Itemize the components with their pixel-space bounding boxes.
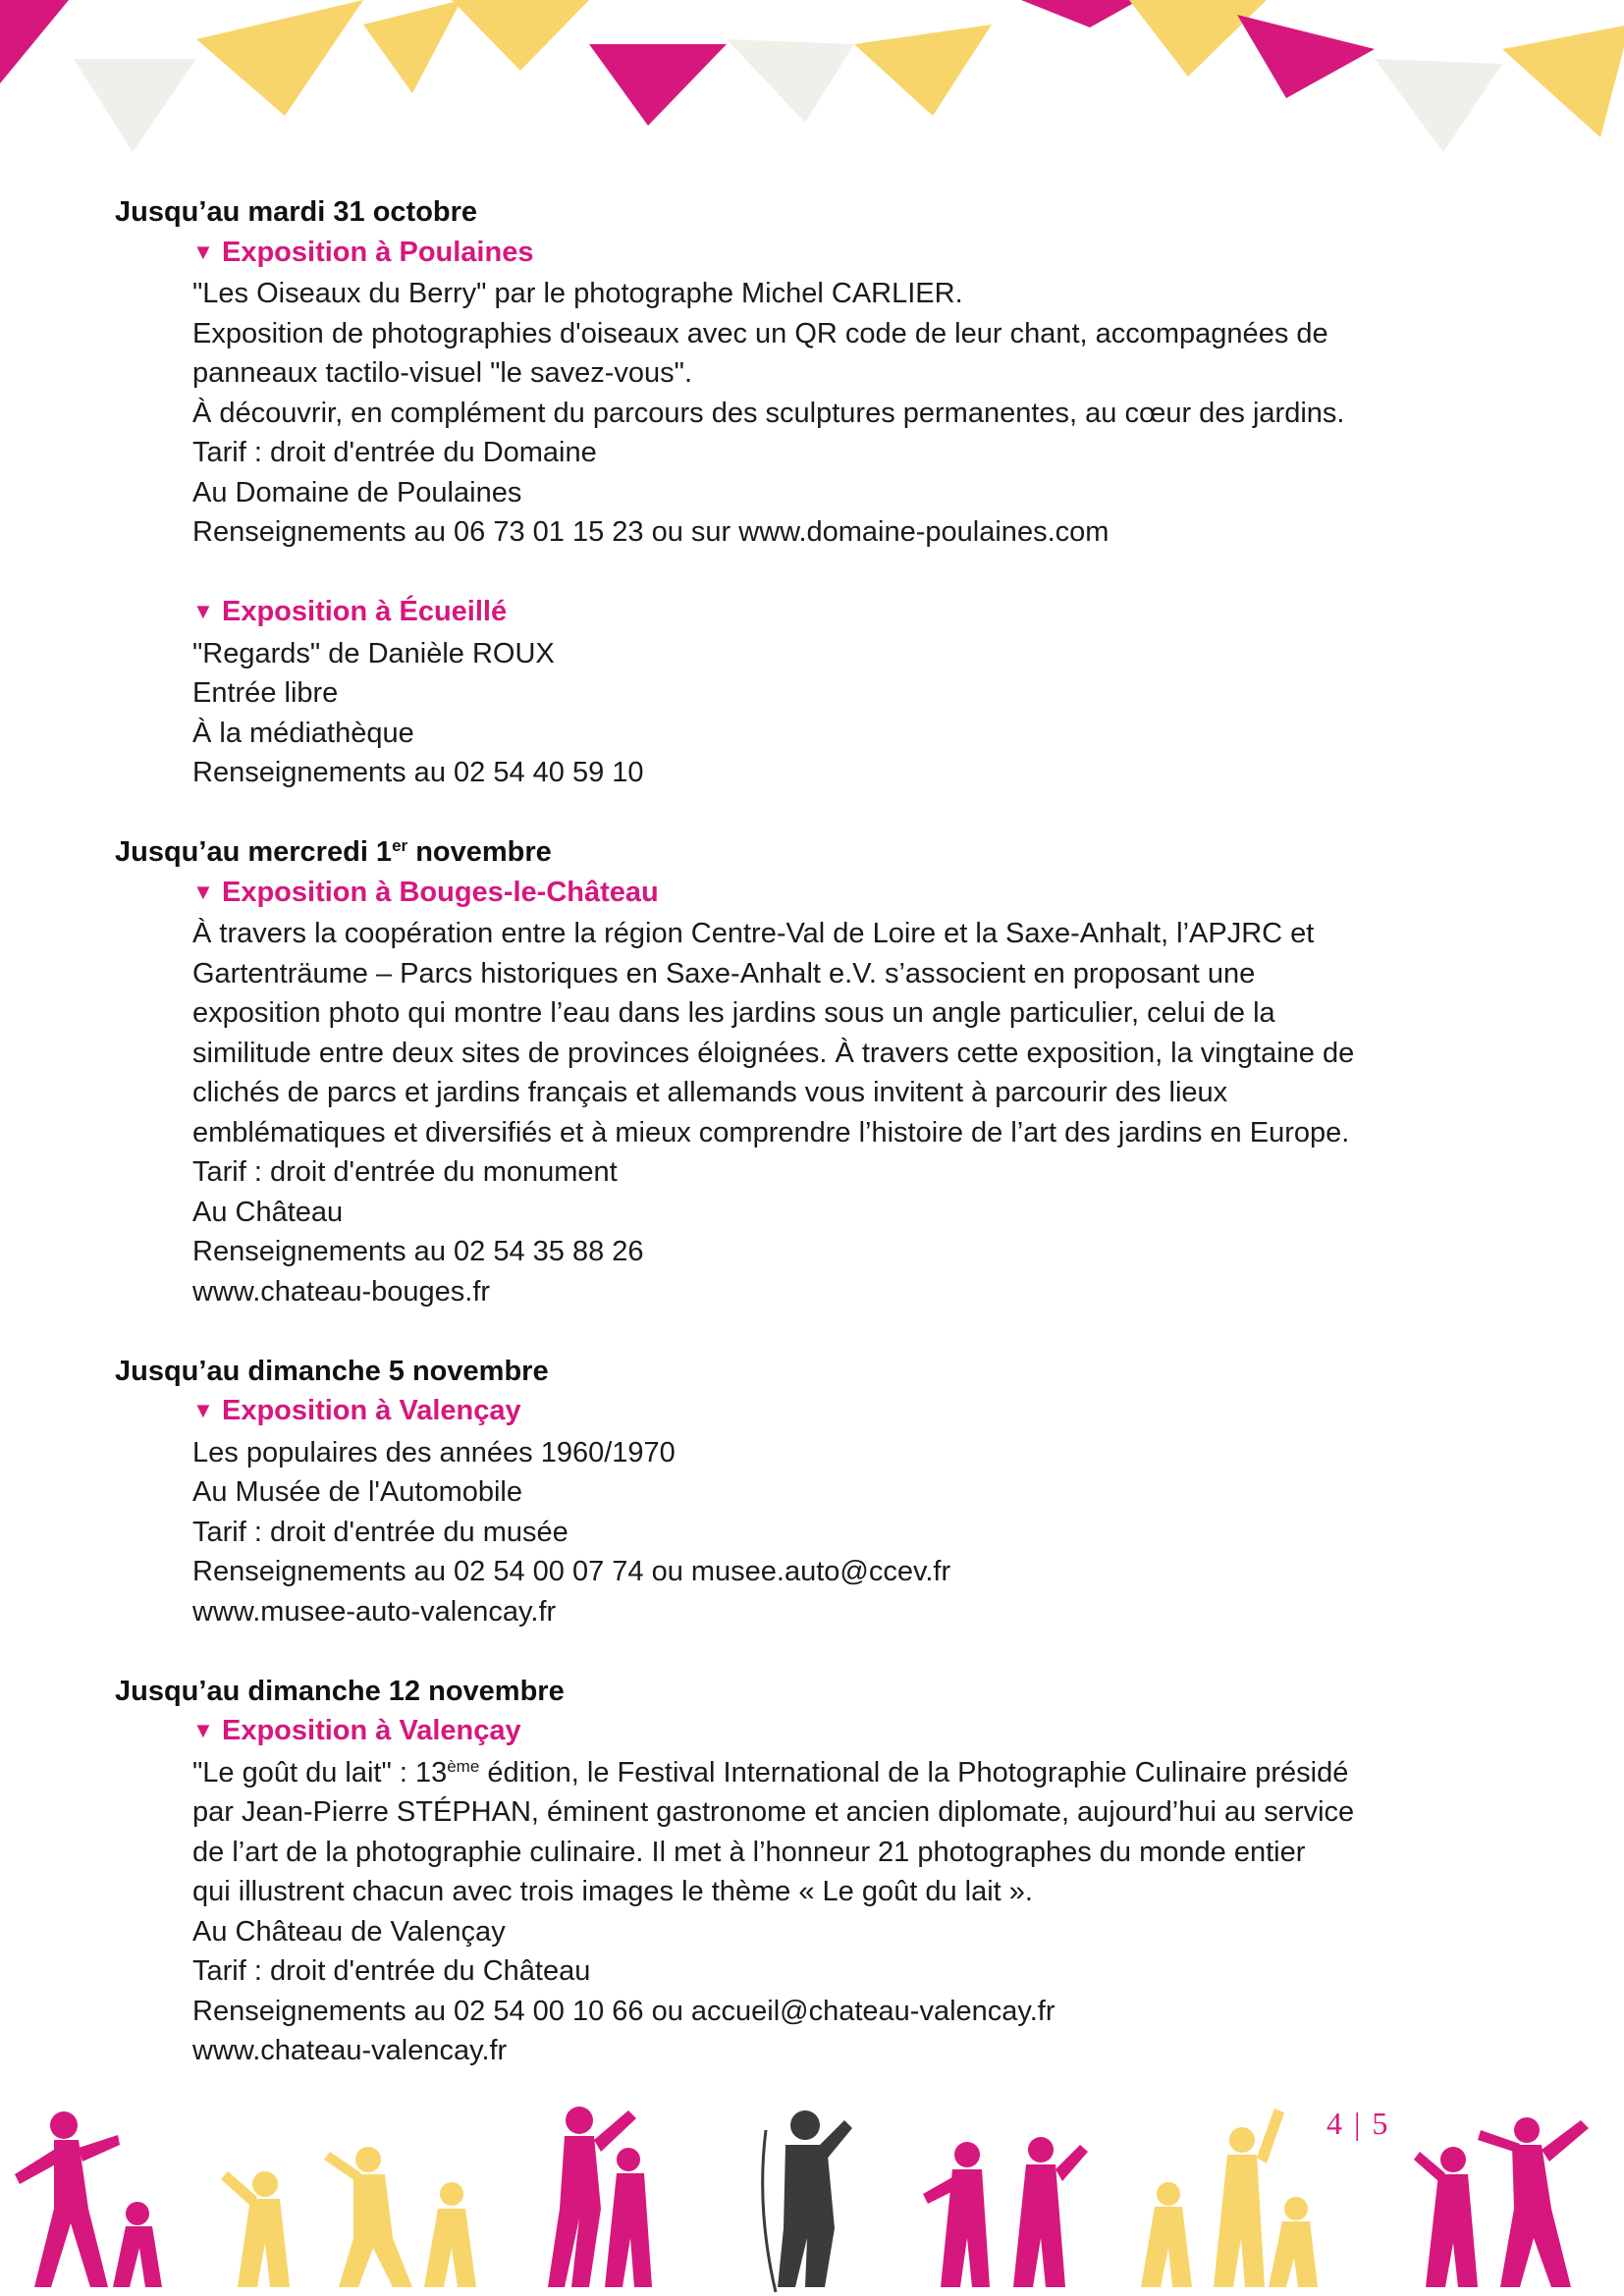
event-line: Renseignements au 02 54 00 10 66 ou accueil@chateau-valencay.fr bbox=[192, 1995, 1056, 2027]
event-line: Tarif : droit d'entrée du Domaine bbox=[192, 437, 597, 468]
event-line: Exposition de photographies d'oiseaux avec un QR code de leur chant, accompagnées de bbox=[192, 317, 1328, 349]
pennant bbox=[74, 59, 196, 152]
event-line: À travers la coopération entre la région Centre-Val de Loire et la Saxe-Anhalt, l’APJRC et bbox=[192, 918, 1315, 949]
pennant bbox=[363, 0, 461, 93]
event-line: exposition photo qui montre l’eau dans les jardins sous un angle particulier, celui de la bbox=[192, 997, 1275, 1029]
event-title: ▼ Exposition à Écueillé bbox=[192, 592, 1431, 634]
event-line: de l’art de la photographie culinaire. Il met à l’honneur 21 photographes du monde entier bbox=[192, 1836, 1306, 1868]
event-block bbox=[192, 1391, 1431, 1631]
dancer-silhouette bbox=[1414, 2117, 1589, 2287]
event-block bbox=[192, 233, 1431, 793]
event-line: Au Musée de l'Automobile bbox=[192, 1476, 523, 1508]
date-heading: Jusqu’au dimanche 12 novembre bbox=[115, 1675, 565, 1707]
singer-silhouette bbox=[763, 2110, 852, 2292]
events-list bbox=[115, 192, 1431, 2071]
event-line: www.chateau-valencay.fr bbox=[192, 2035, 508, 2066]
event-line: qui illustrent chacun avec trois images le thème « Le goût du lait ». bbox=[192, 1876, 1033, 1907]
pennant bbox=[196, 0, 363, 116]
event-line: par Jean-Pierre STÉPHAN, éminent gastronome et ancien diplomate, aujourd’hui au service bbox=[192, 1796, 1355, 1828]
event-line: emblématiques et diversifiés et à mieux comprendre l’histoire de l’art des jardins en Europe. bbox=[192, 1116, 1350, 1148]
event-title: ▼ Exposition à Bouges-le-Château bbox=[192, 873, 1431, 915]
event-line: "Les Oiseaux du Berry" par le photographe Michel CARLIER. bbox=[192, 278, 963, 309]
dancer-silhouette bbox=[15, 2111, 162, 2287]
pennant bbox=[452, 0, 589, 71]
pennant bbox=[1237, 15, 1375, 98]
event-title: ▼ Exposition à Valençay bbox=[192, 1711, 1431, 1753]
event-line: "Regards" de Danièle ROUX bbox=[192, 637, 555, 669]
event-title: ▼ Exposition à Poulaines bbox=[192, 233, 1431, 275]
triangle-down-icon: ▼ bbox=[192, 239, 214, 264]
event-line: Renseignements au 06 73 01 15 23 ou sur www.domaine-poulaines.com bbox=[192, 516, 1110, 548]
pennant bbox=[1375, 59, 1502, 152]
event-line: clichés de parcs et jardins français et allemands vous invitent à parcourir des lieux bbox=[192, 1077, 1228, 1108]
event-line: Tarif : droit d'entrée du musée bbox=[192, 1516, 568, 1548]
event-block bbox=[192, 1711, 1431, 2071]
pennant bbox=[1021, 0, 1139, 27]
event-line: Tarif : droit d'entrée du monument bbox=[192, 1156, 618, 1188]
event-line: Renseignements au 02 54 35 88 26 bbox=[192, 1236, 644, 1267]
event-line: Entrée libre bbox=[192, 677, 339, 709]
date-heading: Jusqu’au mercredi 1er novembre bbox=[115, 836, 552, 868]
bunting-decoration bbox=[0, 0, 1624, 157]
pennant bbox=[0, 0, 69, 83]
triangle-down-icon: ▼ bbox=[192, 879, 214, 904]
event-title: ▼ Exposition à Valençay bbox=[192, 1391, 1431, 1433]
event-line: À la médiathèque bbox=[192, 717, 414, 749]
event-line: Les populaires des années 1960/1970 bbox=[192, 1436, 676, 1468]
event-line: Renseignements au 02 54 00 07 74 ou musee.auto@ccev.fr bbox=[192, 1556, 951, 1587]
pennant bbox=[854, 25, 992, 116]
event-line: "Le goût du lait" : 13ème édition, le Festival International de la Photographie Culinaire présidé bbox=[192, 1756, 1349, 1789]
triangle-down-icon: ▼ bbox=[192, 1718, 214, 1742]
pennant bbox=[1502, 25, 1624, 137]
dancer-silhouette bbox=[548, 2107, 652, 2287]
page-number: 4 | 5 bbox=[1326, 2106, 1390, 2141]
event-line: www.musee-auto-valencay.fr bbox=[192, 1595, 557, 1628]
pennant bbox=[727, 39, 854, 123]
pennant bbox=[1129, 0, 1267, 77]
event-line: Au Domaine de Poulaines bbox=[192, 476, 522, 508]
dancer-silhouette bbox=[1141, 2109, 1318, 2287]
event-line: Gartenträume – Parcs historiques en Saxe-Anhalt e.V. s’associent en proposant une bbox=[192, 957, 1256, 989]
event-line: Au Château bbox=[192, 1196, 344, 1228]
date-heading: Jusqu’au mardi 31 octobre bbox=[115, 196, 478, 228]
triangle-down-icon: ▼ bbox=[192, 1398, 214, 1422]
dancer-silhouette bbox=[221, 2147, 476, 2287]
event-line: Renseignements au 02 54 40 59 10 bbox=[192, 757, 644, 788]
event-line: www.chateau-bouges.fr bbox=[192, 1275, 491, 1308]
dancer-silhouette bbox=[923, 2137, 1088, 2287]
date-heading: Jusqu’au dimanche 5 novembre bbox=[115, 1355, 549, 1387]
event-block bbox=[192, 873, 1431, 1312]
pennant bbox=[589, 44, 727, 126]
event-line: Au Château de Valençay bbox=[192, 1915, 506, 1948]
event-line: Tarif : droit d'entrée du Château bbox=[192, 1955, 591, 1987]
event-line: similitude entre deux sites de provinces éloignées. À travers cette exposition, la vingtaine de bbox=[192, 1037, 1355, 1069]
event-line: À découvrir, en complément du parcours des sculptures permanentes, au cœur des jardins. bbox=[192, 397, 1345, 429]
triangle-down-icon: ▼ bbox=[192, 599, 214, 623]
event-line: panneaux tactilo-visuel "le savez-vous". bbox=[192, 357, 693, 389]
